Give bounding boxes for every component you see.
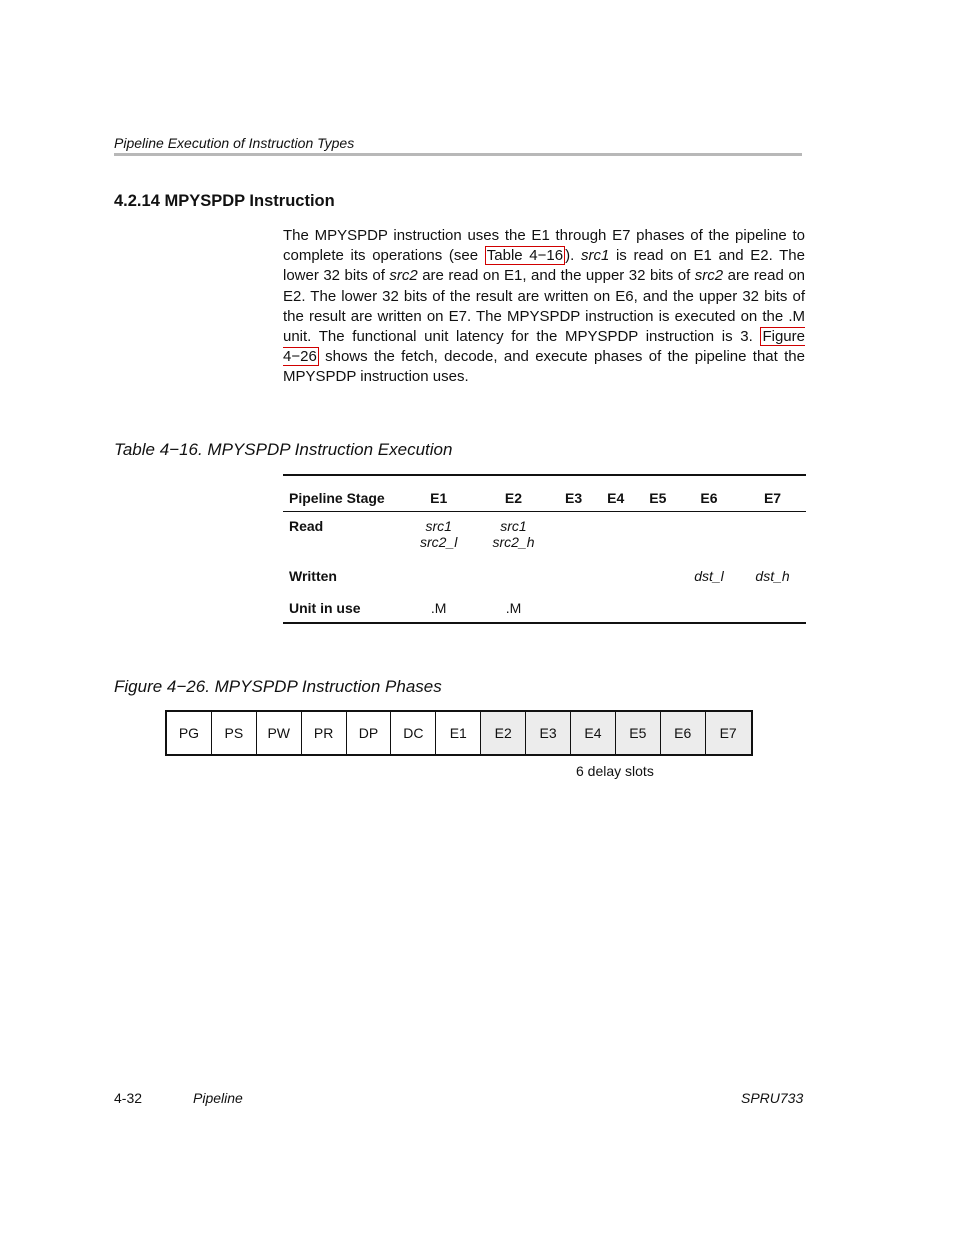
phase-e2: E2 <box>481 712 526 754</box>
phase-dp: DP <box>347 712 392 754</box>
chapter-name: Pipeline <box>193 1090 243 1106</box>
cell-e5 <box>637 590 679 623</box>
cell-e5 <box>637 512 679 555</box>
delay-slots-label: 6 delay slots <box>576 763 654 779</box>
phase-e3: E3 <box>526 712 571 754</box>
cell-e4 <box>595 512 637 555</box>
cell-e3 <box>553 590 595 623</box>
cell-e1 <box>403 554 474 590</box>
body-text-2: ). <box>565 247 581 265</box>
phase-pr: PR <box>302 712 347 754</box>
header-rule <box>114 153 802 156</box>
body-paragraph <box>283 226 805 388</box>
cell-value: src2_h <box>492 534 535 550</box>
section-title: 4.2.14 MPYSPDP Instruction <box>114 192 335 210</box>
header-e2: E2 <box>474 475 552 512</box>
cell-value: dst_l <box>694 568 724 584</box>
row-label: Written <box>289 568 337 584</box>
cell-value: dst_h <box>755 568 790 584</box>
table-caption: Table 4−16. MPYSPDP Instruction Execution <box>114 440 453 459</box>
cell-e3 <box>553 512 595 555</box>
document-id: SPRU733 <box>741 1090 804 1106</box>
cell-value: src1 <box>425 518 452 534</box>
table-row <box>283 512 806 555</box>
header-e7: E7 <box>739 475 806 512</box>
table-row <box>283 554 806 590</box>
body-text-1: The MPYSPDP instruction uses the E1 through E7 phases of the pipeline to complete its operations (see <box>283 227 805 265</box>
phase-e5: E5 <box>616 712 661 754</box>
cell-e7 <box>739 554 806 590</box>
phase-e7: E7 <box>706 712 751 754</box>
phase-e4: E4 <box>571 712 616 754</box>
src2-term: src2 <box>389 267 418 285</box>
phase-e6: E6 <box>661 712 706 754</box>
figure-reference-link[interactable]: Figure 4−26 <box>283 328 805 366</box>
table-row <box>283 590 806 623</box>
cell-e1: .M <box>430 600 447 616</box>
pipeline-phases-diagram <box>165 710 753 756</box>
header-e1: E1 <box>403 475 474 512</box>
header-e6: E6 <box>679 475 739 512</box>
cell-e2 <box>474 512 552 555</box>
row-label: Read <box>289 518 324 534</box>
phase-e1: E1 <box>436 712 481 754</box>
cell-value: src1 <box>500 518 527 534</box>
phase-dc: DC <box>391 712 436 754</box>
header-e4: E4 <box>595 475 637 512</box>
running-header: Pipeline Execution of Instruction Types <box>114 135 355 151</box>
cell-e6 <box>679 590 739 623</box>
cell-e4 <box>595 590 637 623</box>
header-pipeline-stage: Pipeline Stage <box>283 475 403 512</box>
cell-e7 <box>739 590 806 623</box>
cell-value: src2_l <box>420 534 458 550</box>
body-text-3: is read on E1 and E2. The lower 32 bits of <box>283 247 805 285</box>
cell-e7 <box>739 512 806 555</box>
body-text-6: shows the fetch, decode, and execute phases of the pipeline that the MPYSPDP instruction uses. <box>283 348 805 386</box>
cell-e6 <box>679 554 739 590</box>
src2-term: src2 <box>694 267 724 285</box>
cell-e1 <box>403 512 474 555</box>
phase-ps: PS <box>212 712 257 754</box>
cell-e6 <box>679 512 739 555</box>
body-text-4: are read on E1, and the upper 32 bits of <box>417 267 695 285</box>
cell-e5 <box>637 554 679 590</box>
phase-pg: PG <box>167 712 212 754</box>
header-e3: E3 <box>553 475 595 512</box>
header-e5: E5 <box>637 475 679 512</box>
figure-caption: Figure 4−26. MPYSPDP Instruction Phases <box>114 677 442 696</box>
phase-pw: PW <box>257 712 302 754</box>
src1-term: src1 <box>580 247 610 265</box>
row-label: Unit in use <box>289 600 361 616</box>
table-header-row <box>283 475 806 512</box>
cell-e2 <box>474 554 552 590</box>
cell-e4 <box>595 554 637 590</box>
cell-e3 <box>553 554 595 590</box>
execution-table <box>283 474 806 624</box>
page-number: 4-32 <box>114 1090 143 1106</box>
table-reference-link[interactable]: Table 4−16 <box>486 247 564 265</box>
body-text-5: are read on E2. The lower 32 bits of the result are written on E6, and the upper 32 bits of the result are written on E7. The MPYSPDP instruction is executed on the .M unit. The functional unit latency for the MPYSPDP instruction is 3. <box>283 267 806 346</box>
cell-e2: .M <box>505 600 522 616</box>
